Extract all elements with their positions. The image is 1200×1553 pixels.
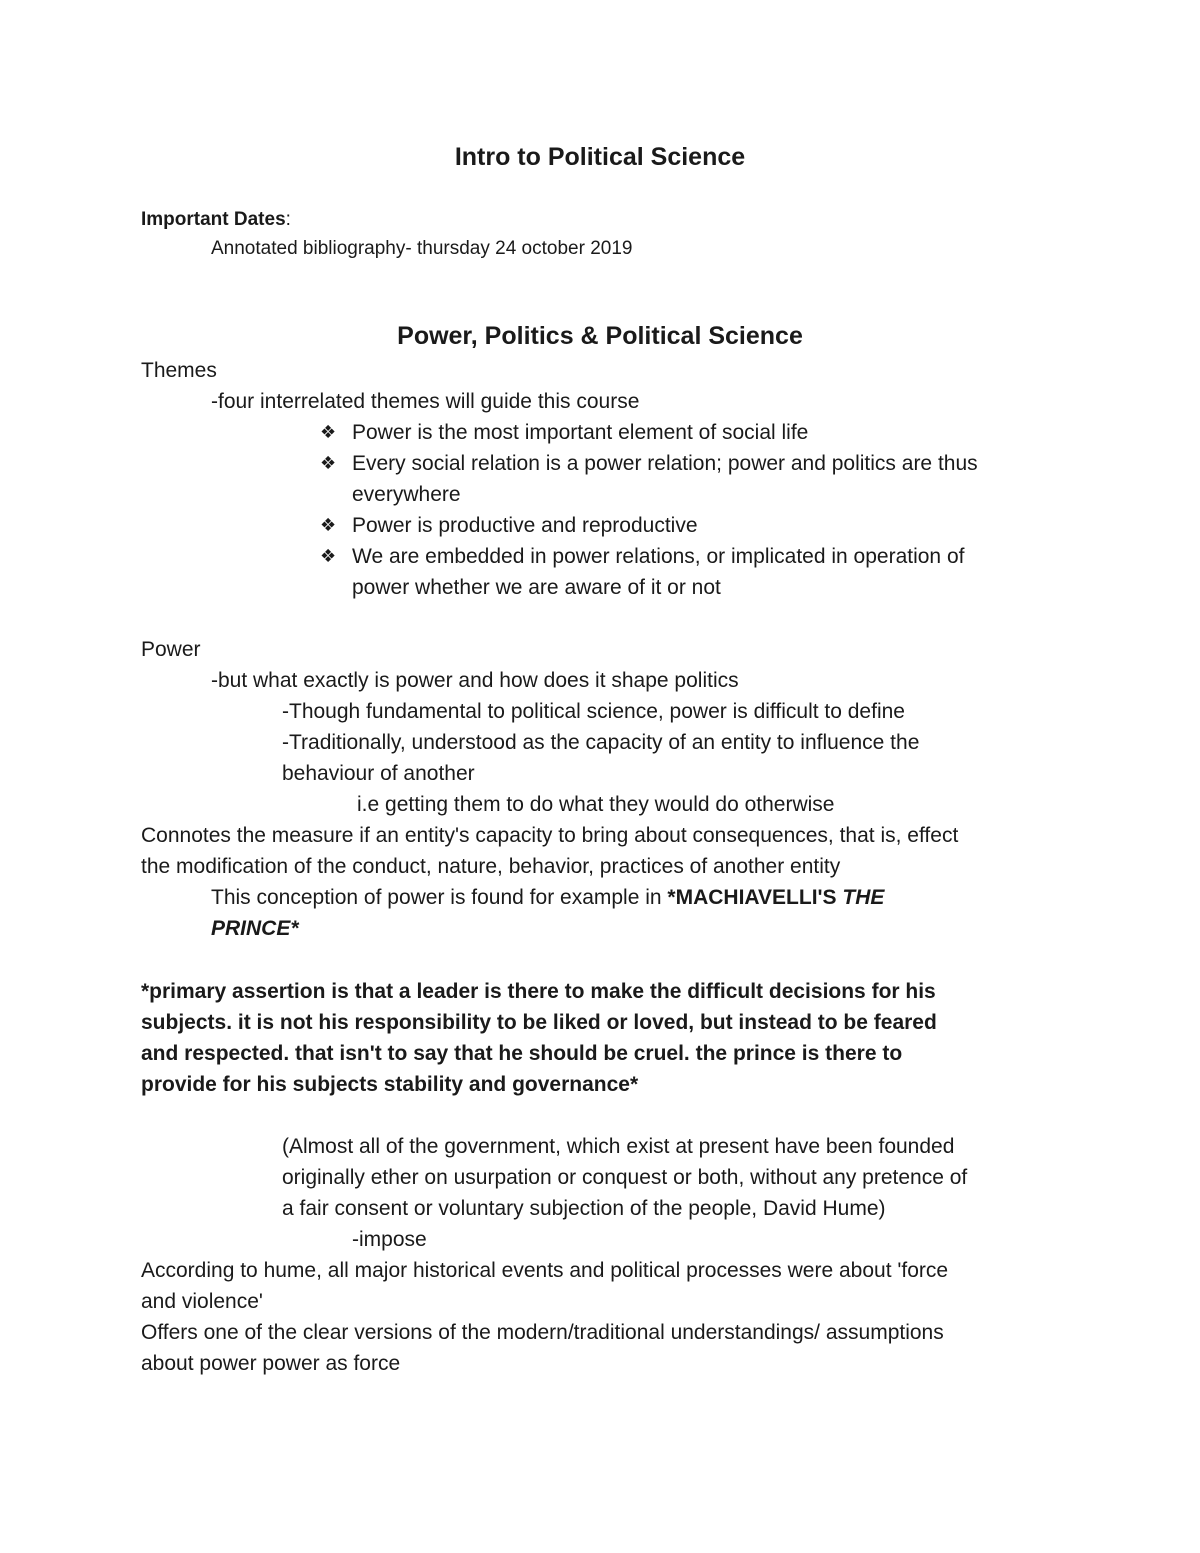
- theme-bullet-1: Power is the most important element of social life: [352, 421, 809, 444]
- theme-bullet-4-cont: power whether we are aware of it or not: [352, 576, 721, 599]
- diamond-bullet-icon: ❖: [320, 422, 337, 442]
- conception-text: This conception of power is found for example in: [211, 886, 668, 909]
- themes-intro: -four interrelated themes will guide this course: [211, 390, 640, 413]
- connotes-line-1: Connotes the measure if an entity's capacity to bring about consequences, that is, effect: [141, 824, 959, 847]
- machiavelli-reference: *MACHIAVELLI'S: [667, 886, 843, 909]
- power-heading: Power: [141, 638, 201, 661]
- important-dates-label: Important Dates: [141, 209, 286, 230]
- assertion-line-2: subjects. it is not his responsibility to be liked or loved, but instead to be feared: [141, 1011, 937, 1034]
- theme-bullet-2-cont: everywhere: [352, 483, 461, 506]
- offers-line-1: Offers one of the clear versions of the modern/traditional understandings/ assumptions: [141, 1321, 944, 1344]
- power-example: i.e getting them to do what they would do otherwise: [357, 793, 835, 816]
- hume-summary-line-2: and violence': [141, 1290, 263, 1313]
- theme-bullet-2: Every social relation is a power relation; power and politics are thus: [352, 452, 978, 475]
- section-title: Power, Politics & Political Science: [397, 322, 803, 350]
- book-title-cont: PRINCE*: [211, 917, 299, 940]
- book-title-part: THE: [842, 886, 885, 909]
- diamond-bullet-icon: ❖: [320, 453, 337, 473]
- power-point-1: -Though fundamental to political science, power is difficult to define: [282, 700, 905, 723]
- important-dates-heading: [141, 204, 291, 235]
- offers-line-2: about power power as force: [141, 1352, 401, 1375]
- hume-summary-line-1: According to hume, all major historical events and political processes were about 'force: [141, 1259, 949, 1282]
- hume-quote-line-1: (Almost all of the government, which exist at present have been founded: [282, 1135, 955, 1158]
- document-title: Intro to Political Science: [454, 143, 746, 171]
- themes-heading: Themes: [141, 359, 217, 382]
- important-dates-colon: :: [285, 209, 291, 230]
- date-item: Annotated bibliography- thursday 24 october 2019: [211, 238, 633, 259]
- hume-quote-line-2: originally ether on usurpation or conquest or both, without any pretence of: [282, 1166, 968, 1189]
- assertion-line-1: *primary assertion is that a leader is there to make the difficult decisions for his: [141, 980, 936, 1003]
- assertion-line-3: and respected. that isn't to say that he should be cruel. the prince is there to: [141, 1042, 903, 1065]
- diamond-bullet-icon: ❖: [320, 546, 337, 566]
- power-point-2-cont: behaviour of another: [282, 762, 475, 785]
- diamond-bullet-icon: ❖: [320, 515, 337, 535]
- hume-quote-line-3: a fair consent or voluntary subjection of the people, David Hume): [282, 1197, 886, 1220]
- conception-line: [211, 882, 884, 913]
- power-point-2: -Traditionally, understood as the capacity of an entity to influence the: [282, 731, 920, 754]
- connotes-line-2: the modification of the conduct, nature, behavior, practices of another entity: [141, 855, 841, 878]
- theme-bullet-3: Power is productive and reproductive: [352, 514, 698, 537]
- power-question: -but what exactly is power and how does it shape politics: [211, 669, 739, 692]
- assertion-line-4: provide for his subjects stability and governance*: [141, 1073, 639, 1096]
- impose-note: -impose: [352, 1228, 427, 1251]
- theme-bullet-4: We are embedded in power relations, or implicated in operation of: [352, 545, 965, 568]
